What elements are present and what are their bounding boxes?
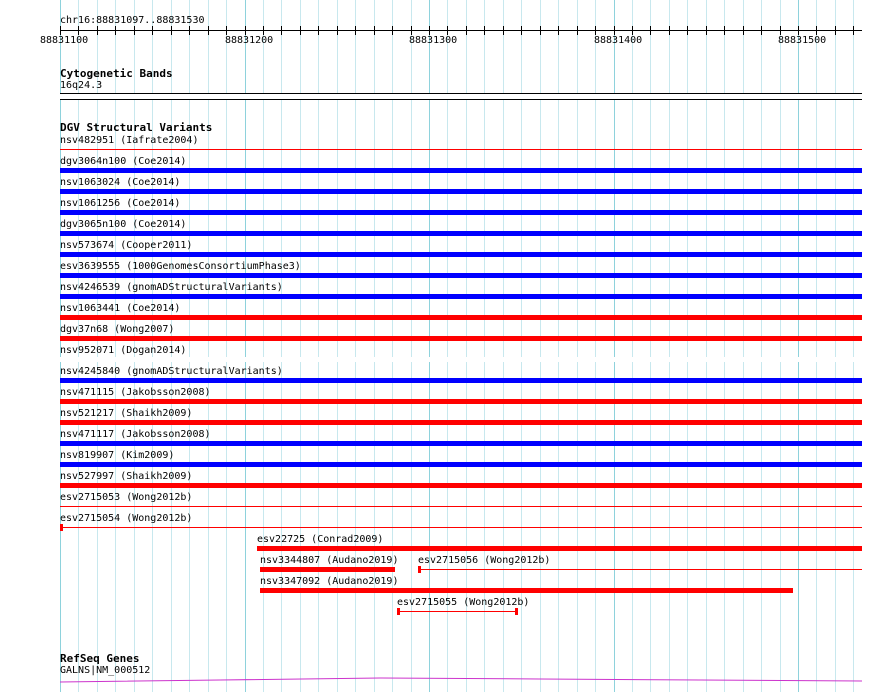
variant-bar[interactable]: [257, 546, 862, 551]
variant-label: dgv37n68 (Wong2007): [60, 324, 175, 335]
variant-bar[interactable]: [60, 441, 862, 446]
variant-label: esv22725 (Conrad2009): [257, 534, 384, 545]
variant-label: nsv573674 (Cooper2011): [60, 240, 193, 251]
variant-bar[interactable]: [60, 294, 862, 299]
variant-bar[interactable]: [60, 273, 862, 278]
ruler-tick-label: 88831200: [225, 35, 274, 46]
variant-label: nsv482951 (Iafrate2004): [60, 135, 199, 146]
variant-bar[interactable]: [60, 168, 862, 173]
variant-end-marker: [60, 524, 63, 531]
variant-label: dgv3065n100 (Coe2014): [60, 219, 187, 230]
dgv-track-title: DGV Structural Variants: [60, 121, 213, 134]
variant-label: nsv471115 (Jakobsson2008): [60, 387, 211, 398]
variant-label: esv2715056 (Wong2012b): [418, 555, 551, 566]
variant-bar[interactable]: [260, 567, 395, 572]
cytoband-label: 16q24.3: [60, 80, 103, 91]
variant-label: nsv471117 (Jakobsson2008): [60, 429, 211, 440]
variant-bar[interactable]: [60, 189, 862, 194]
variant-label: esv2715054 (Wong2012b): [60, 513, 193, 524]
variant-bar[interactable]: [60, 420, 862, 425]
variant-bar[interactable]: [60, 357, 862, 362]
ruler-tick-label: 88831500: [778, 35, 827, 46]
variant-end-marker: [515, 608, 518, 615]
variant-bar[interactable]: [60, 527, 862, 528]
variant-bar[interactable]: [260, 588, 793, 593]
cytoband-track-title: Cytogenetic Bands: [60, 67, 173, 80]
variant-label: nsv952071 (Dogan2014): [60, 345, 187, 356]
variant-label: nsv819907 (Kim2009): [60, 450, 175, 461]
variant-bar[interactable]: [397, 611, 517, 612]
variant-end-marker: [418, 566, 421, 573]
variant-label: nsv3344807 (Audano2019): [260, 555, 399, 566]
refseq-track-title: RefSeq Genes: [60, 652, 140, 665]
variant-bar[interactable]: [60, 378, 862, 383]
gene-label: GALNS|NM_000512: [60, 665, 151, 676]
ruler-location: chr16:88831097..88831530: [60, 15, 205, 26]
variant-bar[interactable]: [60, 315, 862, 320]
variant-label: nsv4246539 (gnomADStructuralVariants): [60, 282, 283, 293]
ruler-tick-label: 88831300: [409, 35, 458, 46]
variant-bar[interactable]: [60, 399, 862, 404]
cytoband-bar[interactable]: [60, 93, 862, 100]
variant-label: nsv3347092 (Audano2019): [260, 576, 399, 587]
variant-label: nsv1063024 (Coe2014): [60, 177, 181, 188]
variant-label: esv3639555 (1000GenomesConsortiumPhase3): [60, 261, 301, 272]
variant-bar[interactable]: [60, 506, 862, 507]
variant-bar[interactable]: [60, 336, 862, 341]
variant-label: nsv1063441 (Coe2014): [60, 303, 181, 314]
variant-bar[interactable]: [60, 210, 862, 215]
ruler-tick-label: 88831100: [40, 35, 89, 46]
variant-label: nsv527997 (Shaikh2009): [60, 471, 193, 482]
variant-label: nsv1061256 (Coe2014): [60, 198, 181, 209]
variant-bar[interactable]: [60, 149, 862, 150]
variant-end-marker: [397, 608, 400, 615]
variant-bar[interactable]: [60, 462, 862, 467]
variant-label: nsv521217 (Shaikh2009): [60, 408, 193, 419]
variant-label: esv2715053 (Wong2012b): [60, 492, 193, 503]
variant-bar[interactable]: [418, 569, 862, 570]
variant-bar[interactable]: [60, 252, 862, 257]
variant-bar[interactable]: [60, 483, 862, 488]
variant-label: dgv3064n100 (Coe2014): [60, 156, 187, 167]
ruler-tick-label: 88831400: [594, 35, 643, 46]
variant-label: esv2715055 (Wong2012b): [397, 597, 530, 608]
gene-model[interactable]: [60, 674, 862, 686]
variant-bar[interactable]: [60, 231, 862, 236]
variant-label: nsv4245840 (gnomADStructuralVariants): [60, 366, 283, 377]
